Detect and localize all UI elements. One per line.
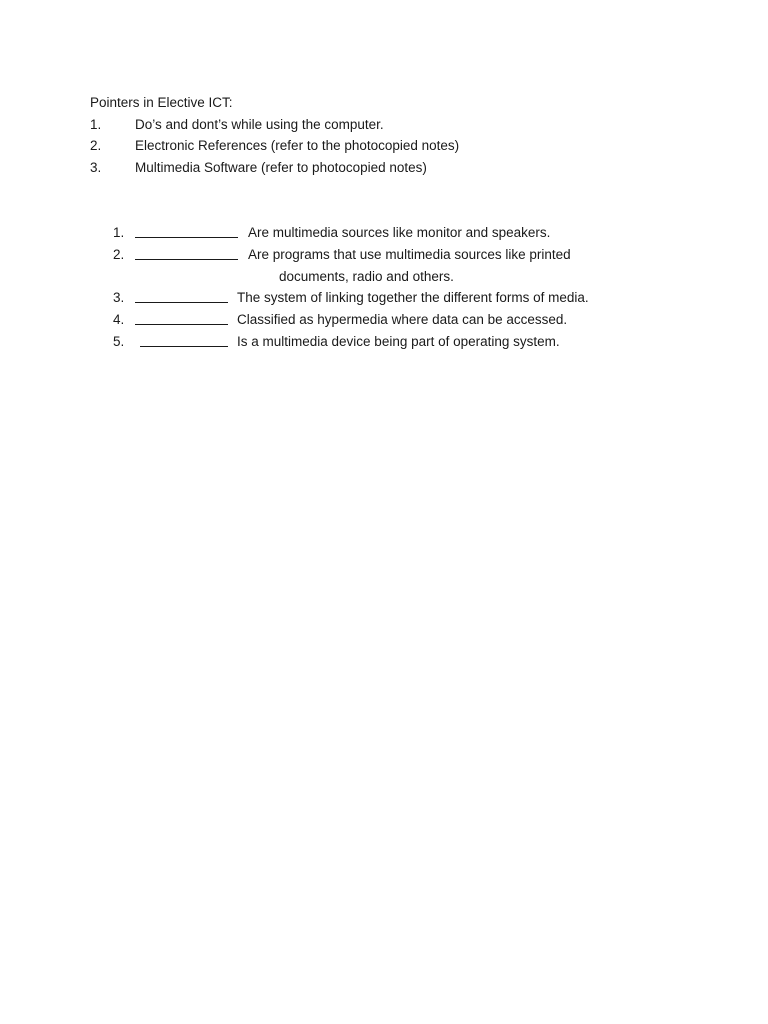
question-text: Are programs that use multimedia sources like printed: [248, 247, 571, 262]
question-number: 5.: [113, 334, 125, 349]
answer-blank: [135, 237, 238, 238]
question-text: The system of linking together the different forms of media.: [237, 290, 589, 305]
question-text: Is a multimedia device being part of operating system.: [237, 334, 560, 349]
pointer-number: 1.: [90, 117, 102, 132]
question-text: Classified as hypermedia where data can be accessed.: [237, 312, 568, 327]
question-text-continuation: documents, radio and others.: [279, 269, 454, 284]
document-heading: Pointers in Elective ICT:: [90, 95, 233, 110]
pointer-text: Do’s and dont’s while using the computer.: [135, 117, 384, 132]
pointer-number: 3.: [90, 160, 102, 175]
pointer-text: Electronic References (refer to the photocopied notes): [135, 138, 460, 153]
question-number: 2.: [113, 247, 125, 262]
answer-blank: [135, 259, 238, 260]
answer-blank: [135, 324, 228, 325]
answer-blank: [135, 302, 228, 303]
pointer-text: Multimedia Software (refer to photocopied notes): [135, 160, 427, 175]
question-number: 3.: [113, 290, 125, 305]
question-number: 4.: [113, 312, 125, 327]
pointer-number: 2.: [90, 138, 102, 153]
answer-blank: [140, 346, 228, 347]
question-text: Are multimedia sources like monitor and speakers.: [248, 225, 551, 240]
question-number: 1.: [113, 225, 125, 240]
